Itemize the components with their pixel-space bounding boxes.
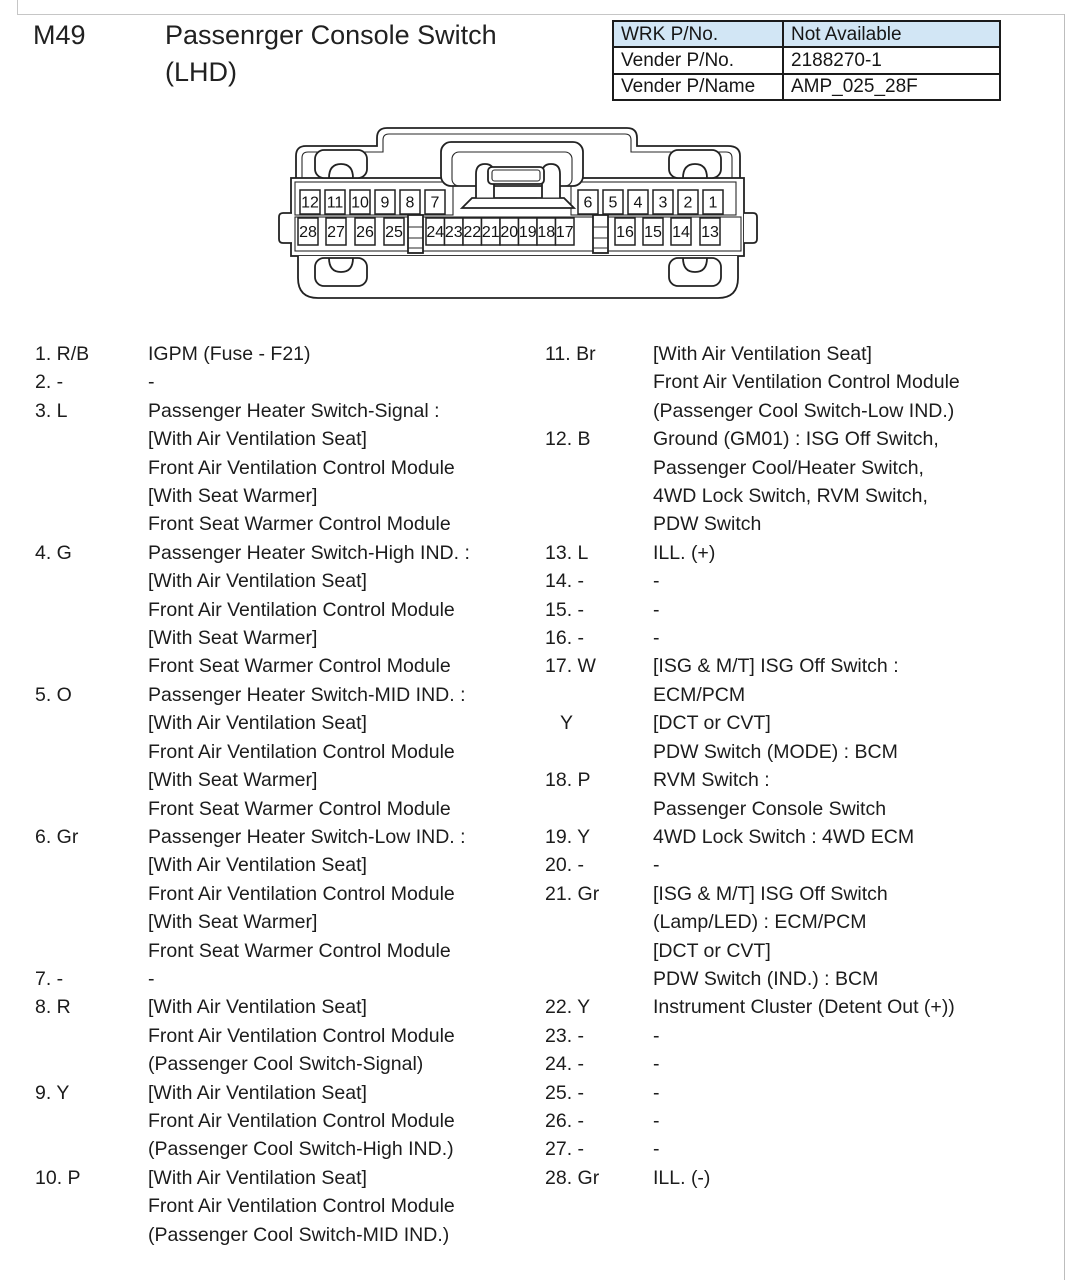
svg-text:11: 11 [326,194,344,212]
pin-box-5 [603,190,623,214]
pin-box-1 [703,190,723,214]
pin-description [148,397,540,539]
pin-label: 6. Gr [35,825,79,848]
pin-box-21 [482,218,501,245]
pin-box-13 [700,218,720,245]
svg-text:18: 18 [537,224,556,241]
pin-label: 12. B [545,428,591,451]
pin-box-12 [300,190,320,214]
pin-row [545,993,1067,1021]
pin-row [545,880,1067,994]
pin-label: 8. R [35,996,71,1019]
pin-description [148,965,540,993]
pin-box-2 [678,190,698,214]
pin-box-19 [519,218,538,245]
svg-text:9: 9 [380,194,390,212]
pin-box-16 [615,218,635,245]
pin-row [35,340,540,368]
pin-box-10 [350,190,370,214]
pin-description-line: IGPM (Fuse - F21) [148,343,311,365]
pin-description [148,681,540,823]
pin-description [653,1107,1067,1135]
pin-label: 17. W [545,655,596,678]
pin-description [653,1079,1067,1107]
pin-row [545,1135,1067,1163]
info-row [613,47,1000,73]
pin-description [653,766,1067,823]
connector-id: M49 [33,20,86,50]
pin-description [148,1164,540,1249]
pin-row [545,1164,1067,1192]
pin-description-line: - [653,570,660,593]
pin-description-line: [With Seat Warmer] [148,485,318,508]
pin-description-line: RVM Switch : [653,769,770,792]
info-value: Not Available [783,21,1000,47]
pin-label: 23. - [545,1024,585,1047]
pin-description-line: - [653,1109,660,1132]
page-title [165,17,605,91]
pin-box-25 [384,218,404,245]
pin-description-line: PDW Switch (IND.) : BCM [653,967,879,990]
svg-text:17: 17 [555,224,574,241]
pin-description [148,368,540,396]
pin-description-line: [With Air Ventilation Seat] [148,570,367,593]
pin-label: 18. P [545,769,591,792]
pin-description-line: - [653,1081,660,1104]
pin-label: 13. L [545,541,589,564]
pin-description [653,567,1067,595]
pin-label: 26. - [545,1109,585,1132]
pin-row [545,851,1067,879]
pin-description-line: [DCT or CVT] [653,939,771,962]
svg-text:21: 21 [481,224,500,241]
pin-description-line: [With Seat Warmer] [148,769,318,792]
pin-row [35,1164,540,1249]
pin-box-22 [463,218,482,245]
pin-box-14 [671,218,691,245]
pin-label: 21. Gr [545,882,600,905]
pin-description-line: Front Air Ventilation Control Module [148,740,455,763]
svg-text:24: 24 [426,224,445,241]
pin-row [545,340,1067,425]
pin-description-line: Front Seat Warmer Control Module [148,513,451,536]
pin-description-line: [With Air Ventilation Seat] [148,712,367,735]
pin-description-line: Front Seat Warmer Control Module [148,655,451,678]
page-title-line2: (LHD) [165,57,237,87]
pin-label: 7. - [35,967,64,990]
pin-box-11 [325,190,345,214]
pin-row [35,993,540,1078]
pin-description-line: (Passenger Cool Switch-MID IND.) [148,1223,450,1246]
pin-description [653,709,1067,766]
svg-text:20: 20 [500,224,519,241]
pin-label: 2. - [35,371,64,394]
pin-label: 10. P [35,1166,81,1189]
pin-row [545,1107,1067,1135]
pin-description-line: PDW Switch [653,513,762,536]
pin-description [148,539,540,681]
pin-row [545,539,1067,567]
pin-description [653,539,1067,567]
svg-text:25: 25 [385,224,403,241]
pin-description-line: Instrument Cluster (Detent Out (+)) [653,996,955,1019]
pin-label: 14. - [545,570,585,593]
pin-label: 16. - [545,627,585,650]
svg-text:6: 6 [583,194,593,212]
info-label: Vender P/Name [613,74,783,100]
pin-description-line: - [653,1024,660,1047]
pin-description-line: (Passenger Cool Switch-Signal) [148,1053,424,1076]
pin-box-28 [298,218,318,245]
pin-description [653,1050,1067,1078]
pin-description [653,1164,1067,1192]
pin-box-24 [426,218,445,245]
pin-description-line: 4WD Lock Switch : 4WD ECM [653,825,915,848]
pin-description-line: - [653,598,660,621]
pin-description-line: - [653,1053,660,1076]
pin-row [545,596,1067,624]
pin-description-line: Front Seat Warmer Control Module [148,797,451,820]
pin-description-line: Passenger Console Switch [653,797,887,820]
pin-label: 9. Y [35,1081,70,1104]
pin-description [148,993,540,1078]
pin-label: 11. Br [545,343,596,365]
pin-description-line: Front Air Ventilation Control Module [148,598,455,621]
pin-description [148,823,540,965]
pin-description [653,340,1067,425]
svg-text:3: 3 [658,194,668,212]
pin-row [545,567,1067,595]
pin-description-line: Front Air Ventilation Control Module [148,1109,455,1132]
svg-text:7: 7 [430,194,440,212]
pin-box-18 [537,218,556,245]
pin-description-line: 4WD Lock Switch, RVM Switch, [653,485,928,508]
pin-row [35,539,540,681]
pin-description-line: Ground (GM01) : ISG Off Switch, [653,428,939,451]
svg-text:27: 27 [327,224,345,241]
info-row [613,74,1000,100]
info-value: 2188270-1 [783,47,1000,73]
pin-description-line: [With Air Ventilation Seat] [148,1081,367,1104]
pin-row [35,1079,540,1164]
pin-description [148,340,540,368]
pin-description [653,596,1067,624]
page-title-line1: Passenrger Console Switch [165,20,497,50]
pin-description [653,851,1067,879]
pin-description-line: PDW Switch (MODE) : BCM [653,740,898,763]
pin-description-line: - [148,967,155,990]
pin-box-26 [355,218,375,245]
pin-label: 27. - [545,1138,585,1161]
pin-description [653,880,1067,994]
svg-text:13: 13 [701,224,719,241]
pin-box-15 [643,218,663,245]
pin-description-line: Passenger Cool/Heater Switch, [653,456,924,479]
pin-row [35,823,540,965]
pin-row [545,1050,1067,1078]
pin-description-line: Front Air Ventilation Control Module [148,1024,455,1047]
pin-box-23 [445,218,464,245]
svg-text:1: 1 [708,194,718,212]
pin-label: 22. Y [545,996,591,1019]
part-info-table [612,20,1001,101]
pin-label: 5. O [35,683,72,706]
pin-row [35,681,540,823]
pin-label: 28. Gr [545,1166,600,1189]
pin-description-line: [With Air Ventilation Seat] [148,428,367,451]
pin-row [545,1022,1067,1050]
pin-description-line: [With Air Ventilation Seat] [148,854,367,877]
pin-label: 1. R/B [35,343,90,365]
pin-description [653,652,1067,709]
pin-description [653,1135,1067,1163]
pin-box-3 [653,190,673,214]
pin-label: 3. L [35,399,68,422]
pin-row [545,766,1067,823]
info-row [613,21,1000,47]
pin-description-line: ILL. (+) [653,541,716,564]
pin-row [545,652,1067,709]
svg-text:2: 2 [683,194,693,212]
pin-row [35,965,540,993]
pin-description [653,425,1067,539]
pin-box-8 [400,190,420,214]
svg-text:14: 14 [672,224,690,241]
info-value: AMP_025_28F [783,74,1000,100]
pin-description-line: [With Seat Warmer] [148,911,318,934]
pin-description-line: Passenger Heater Switch-High IND. : [148,541,470,564]
pin-description-line: [With Air Ventilation Seat] [148,996,367,1019]
pin-box-9 [375,190,395,214]
pin-description-line: - [653,627,660,650]
pin-description-line: [With Seat Warmer] [148,627,318,650]
pin-description-line: Passenger Heater Switch-MID IND. : [148,683,466,706]
pin-description-line: [With Air Ventilation Seat] [148,1166,367,1189]
pin-description-line: - [653,1138,660,1161]
svg-text:26: 26 [356,224,374,241]
pin-description-line: Passenger Heater Switch-Signal : [148,399,440,422]
svg-text:10: 10 [351,194,369,212]
svg-text:16: 16 [616,224,634,241]
pin-description [653,823,1067,851]
svg-text:12: 12 [301,194,319,212]
pin-box-4 [628,190,648,214]
svg-text:23: 23 [444,224,463,241]
pin-row [35,368,540,396]
pin-label: Y [560,712,574,735]
pin-row [545,709,1067,766]
pin-description-line: [DCT or CVT] [653,712,771,735]
pin-description-line: Front Seat Warmer Control Module [148,939,451,962]
pin-description-line: - [148,371,155,394]
page-frame-line-left [17,0,18,14]
pin-box-20 [500,218,519,245]
svg-text:22: 22 [463,224,482,241]
pin-description-line: (Passenger Cool Switch-High IND.) [148,1138,454,1161]
pin-description [653,624,1067,652]
svg-text:19: 19 [518,224,537,241]
pin-label: 4. G [35,541,72,564]
pin-description-line: Passenger Heater Switch-Low IND. : [148,825,466,848]
pin-box-17 [556,218,575,245]
info-label: Vender P/No. [613,47,783,73]
svg-text:5: 5 [608,194,618,212]
pin-description-line: Front Air Ventilation Control Module [148,882,455,905]
pin-description-line: ILL. (-) [653,1166,711,1189]
pin-description-line: Front Air Ventilation Control Module [148,456,455,479]
pin-row [545,425,1067,539]
pin-description [148,1079,540,1164]
pin-row [545,624,1067,652]
pinout-right-column [545,340,1067,1192]
pin-box-7 [425,190,445,214]
svg-text:28: 28 [299,224,317,241]
pin-label: 20. - [545,854,585,877]
pin-row [35,397,540,539]
pin-row [545,823,1067,851]
pin-description-line: [ISG & M/T] ISG Off Switch : [653,655,899,678]
pin-description-line: (Passenger Cool Switch-Low IND.) [653,399,955,422]
pin-description-line: [With Air Ventilation Seat] [653,343,872,365]
pin-label: 24. - [545,1053,585,1076]
pin-description-line: Front Air Ventilation Control Module [653,371,960,394]
info-label: WRK P/No. [613,21,783,47]
svg-text:15: 15 [644,224,662,241]
svg-text:8: 8 [405,194,415,212]
pin-label: 15. - [545,598,585,621]
pin-description-line: ECM/PCM [653,683,746,706]
pin-label: 19. Y [545,825,591,848]
pin-description-line: [ISG & M/T] ISG Off Switch [653,882,888,905]
page-frame-line-top [17,14,1064,15]
pin-description-line: Front Air Ventilation Control Module [148,1195,455,1218]
pin-row [545,1079,1067,1107]
pin-box-27 [326,218,346,245]
connector-diagram [278,120,758,310]
pin-description-line: (Lamp/LED) : ECM/PCM [653,911,867,934]
svg-text:4: 4 [633,194,643,212]
pin-box-6 [578,190,598,214]
pin-description-line: - [653,854,660,877]
pin-label: 25. - [545,1081,585,1104]
pinout-left-column [35,340,540,1249]
pin-description [653,993,1067,1021]
pin-description [653,1022,1067,1050]
